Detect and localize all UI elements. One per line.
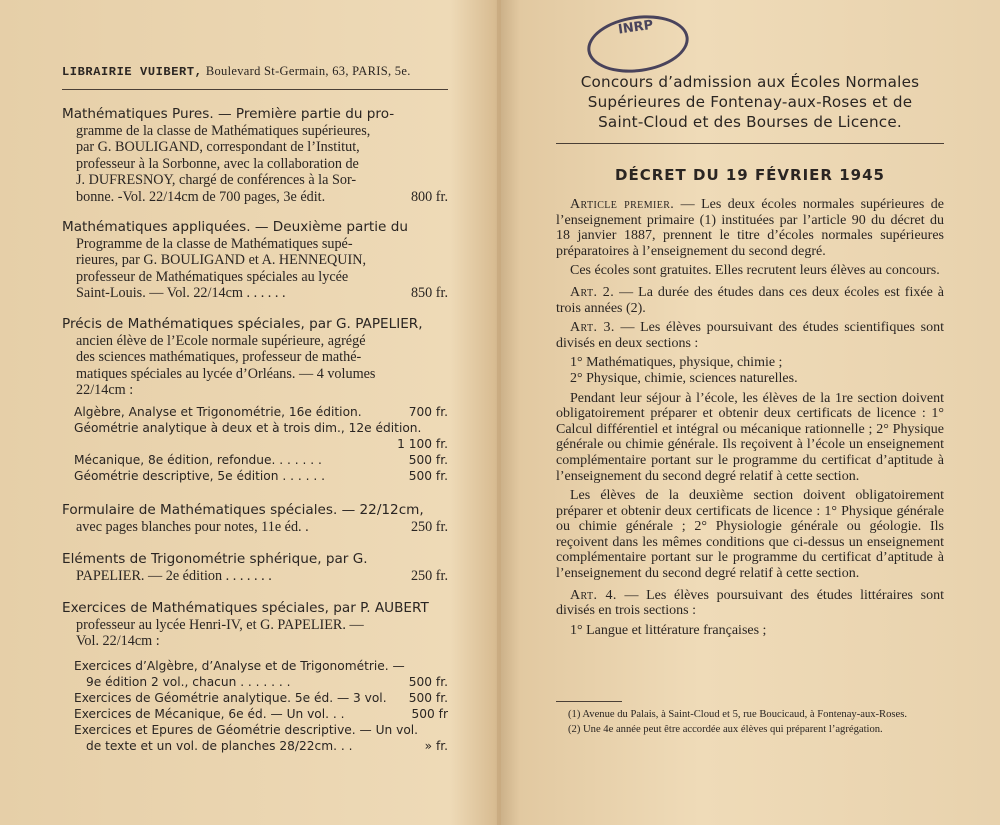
article-text: — La durée des études dans ces deux écoles est fixée à trois années (2). xyxy=(556,284,945,316)
stamp-text: INRP xyxy=(617,17,655,38)
price: 700 fr. xyxy=(408,405,448,419)
entry-mathematiques-appliquees xyxy=(62,219,448,302)
entry-precis xyxy=(62,316,448,399)
entry-line: professeur à la Sorbonne, avec la collaboration de xyxy=(76,155,359,172)
footnote: (2) Une 4e année peut être accordée aux élèves qui préparent l’agrégation. xyxy=(568,724,883,736)
article-text: — Les deux écoles normales supérieures de l’enseignement primaire (1) instituées par l’article 90 du décret du 18 janvier 1887, prennent le titre d’écoles normales supérieures préparatoires à l’enseignement du second degré. xyxy=(556,197,945,259)
entry-line: Précis de Mathématiques spéciales, par G. PAPELIER, xyxy=(62,316,423,332)
title-rule xyxy=(556,143,944,144)
footnotes xyxy=(556,709,944,739)
entry-line: J. DUFRESNOY, chargé de conférences à la Sor- xyxy=(76,172,357,189)
footnote: (1) Avenue du Palais, à Saint-Cloud et 5, rue Boucicaud, à Fontenay-aux-Roses. xyxy=(568,709,908,720)
article-text: — Les élèves poursuivant des études littéraires sont divisés en trois sections : xyxy=(556,587,945,619)
list-item: 1° Langue et littérature françaises ; xyxy=(570,622,767,638)
price: 1 100 fr. xyxy=(397,437,448,451)
entry-line: des sciences mathématiques, professeur de mathé- xyxy=(76,349,362,366)
entry-line: Eléments de Trigonométrie sphérique, par G. xyxy=(62,551,368,567)
entry-line: matiques spéciales au lycée d’Orléans. — 4 volumes xyxy=(76,365,376,382)
entry-exercices xyxy=(62,600,448,650)
list-item: 1° Mathématiques, physique, chimie ; xyxy=(570,355,783,371)
precis-volumes xyxy=(74,404,448,484)
entry-line: Formulaire de Mathématiques spéciales. — 22/12cm, xyxy=(62,502,424,518)
price: 500 fr xyxy=(411,707,448,721)
article-3 xyxy=(556,320,944,351)
entry-line: par G. BOULIGAND, correspondant de l’Institut, xyxy=(76,139,360,156)
volume-label: Algèbre, Analyse et Trigonométrie, 16e édition. xyxy=(74,405,362,419)
volume-label: 9e édition 2 vol., chacun . . . . . . . xyxy=(86,675,291,689)
article-3-para: Les élèves de la deuxième section doivent obligatoirement préparer et obtenir deux certificats de licence : 1° Physique générale ou chimie générale ; 2° Physiologie générale ou géologie. Ils reçoivent dans les mêmes conditions que ci-dessus un enseignement complémentaire portant sur le programme du certificat d’aptitude à l’enseignement du second degré relatif à cette section. xyxy=(556,488,944,582)
volume-label: Exercices de Géométrie analytique. 5e éd. — 3 vol. xyxy=(74,691,387,705)
volume-label: Exercices d’Algèbre, d’Analyse et de Trigonométrie. — xyxy=(74,659,405,673)
document-title xyxy=(556,72,944,132)
entry-line: PAPELIER. — 2e édition . . . . . . . xyxy=(76,567,272,584)
price: 500 fr. xyxy=(408,675,448,689)
article-2 xyxy=(556,285,944,316)
publisher-address: Boulevard St-Germain, 63, PARIS, 5e. xyxy=(205,64,411,78)
entry-line: Programme de la classe de Mathématiques supé- xyxy=(76,235,353,252)
article-text: — Les élèves poursuivant des études scientifiques sont divisés en deux sections : xyxy=(556,320,945,351)
entry-line: Mathématiques appliquées. — Deuxième partie du xyxy=(62,219,408,235)
volume-label: Mécanique, 8e édition, refondue. . . . . . . xyxy=(74,453,322,467)
entry-mathematiques-pures xyxy=(62,106,448,206)
title-line: Concours d’admission aux Écoles Normales xyxy=(580,73,920,91)
article-3-para: Pendant leur séjour à l’école, les élèves de la 1re section doivent obligatoirement préparer et obtenir deux certificats de licence : 1° Calcul différentiel et intégral ou mécanique rationnelle ; 2° Physique générale ou chimie générale. Ils reçoivent à l’école un enseignement complémentaire portant sur le programme du certificat d’aptitude à l’enseignement du second degré relatif à cette section. xyxy=(556,390,944,484)
list-item: 2° Physique, chimie, sciences naturelles. xyxy=(570,370,798,386)
article-label: Article premier. xyxy=(570,197,675,212)
volume-label: Géométrie analytique à deux et à trois dim., 12e édition. xyxy=(74,421,422,435)
left-page xyxy=(0,0,497,825)
price: 850 fr. xyxy=(410,285,448,302)
volume-label: Exercices et Epures de Géométrie descriptive. — Un vol. xyxy=(74,723,419,737)
decree-heading: DÉCRET DU 19 FÉVRIER 1945 xyxy=(615,166,885,184)
entry-elements xyxy=(62,551,448,584)
price: 500 fr. xyxy=(408,691,448,705)
volume-label: de texte et un vol. de planches 28/22cm. . . xyxy=(86,739,353,753)
entry-line: Saint-Louis. — Vol. 22/14cm . . . . . . xyxy=(76,285,286,302)
exercices-volumes xyxy=(74,658,448,754)
publisher-name: LIBRAIRIE VUIBERT, xyxy=(62,65,203,79)
volume-label: Géométrie descriptive, 5e édition . . . . . . xyxy=(74,469,325,483)
price: 250 fr. xyxy=(410,518,448,535)
entry-line: Vol. 22/14cm : xyxy=(76,633,160,650)
title-line: Supérieures de Fontenay-aux-Roses et de xyxy=(587,93,913,111)
publisher-header xyxy=(62,64,411,79)
article-label: Art. 4. xyxy=(570,587,617,603)
price: » fr. xyxy=(424,739,448,753)
article-1-para: Ces écoles sont gratuites. Elles recrutent leurs élèves au concours. xyxy=(570,263,940,279)
price: 800 fr. xyxy=(410,188,448,205)
footnote-rule xyxy=(556,701,622,702)
entry-line: ancien élève de l’Ecole normale supérieure, agrégé xyxy=(76,332,366,349)
header-rule xyxy=(62,89,448,90)
price: 500 fr. xyxy=(408,469,448,483)
price: 250 fr. xyxy=(410,567,448,584)
article-label: Art. 3. xyxy=(570,320,615,336)
article-1 xyxy=(556,197,944,259)
entry-line: 22/14cm : xyxy=(76,382,134,399)
volume-label: Exercices de Mécanique, 6e éd. — Un vol. . . xyxy=(74,707,345,721)
decree-body xyxy=(556,197,944,638)
entry-line: gramme de la classe de Mathématiques supérieures, xyxy=(76,122,371,139)
title-line: Saint-Cloud et des Bourses de Licence. xyxy=(598,113,902,131)
entry-line: rieures, par G. BOULIGAND et A. HENNEQUIN, xyxy=(76,252,366,269)
entry-line: professeur au lycée Henri-IV, et G. PAPELIER. — xyxy=(76,616,364,633)
entry-line: avec pages blanches pour notes, 11e éd. . xyxy=(76,518,309,535)
entry-line: bonne. -Vol. 22/14cm de 700 pages, 3e édit. xyxy=(76,188,326,205)
entry-line: professeur de Mathématiques spéciales au lycée xyxy=(76,268,349,285)
entry-line: Exercices de Mathématiques spéciales, par P. AUBERT xyxy=(62,600,429,616)
article-4 xyxy=(556,588,944,619)
price: 500 fr. xyxy=(408,453,448,467)
entry-line: Mathématiques Pures. — Première partie du pro- xyxy=(62,106,395,122)
entry-formulaire xyxy=(62,502,448,535)
article-label: Art. 2. xyxy=(570,284,615,300)
